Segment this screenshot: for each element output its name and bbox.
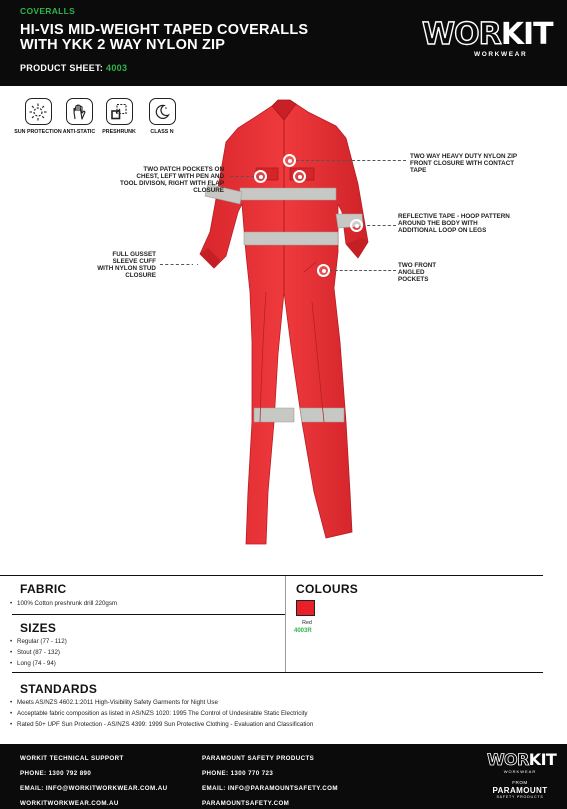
colour-name: Red [302, 620, 312, 626]
footer-heading: PARAMOUNT SAFETY PRODUCTS [202, 755, 315, 762]
divider-top [0, 575, 543, 576]
footer-paramount-contact [202, 755, 338, 809]
hotspot-zip[interactable] [283, 154, 296, 167]
colours-title: COLOURS [296, 582, 359, 596]
logo-sub: WORKWEAR [474, 51, 528, 58]
leader-front-pocket [330, 270, 396, 271]
hand-icon [66, 98, 93, 125]
sizes-list [10, 637, 67, 669]
footer-logo-from: FROM [512, 780, 528, 785]
footer [0, 744, 567, 809]
paramount-logo-sub: SAFETY PRODUCTS [496, 795, 544, 799]
footer-logo [487, 750, 557, 804]
leader-tape [362, 225, 396, 226]
footer-phone: PHONE: 1300 770 723 [202, 770, 274, 777]
category-label: COVERALLS [20, 6, 76, 16]
sun-icon [25, 98, 52, 125]
colour-swatch-red[interactable] [296, 600, 315, 616]
hotspot-cuff[interactable] [193, 258, 206, 271]
size-item: • Regular (77 - 112) [10, 637, 67, 648]
product-sheet-label [20, 63, 127, 73]
divider-standards [12, 672, 543, 673]
product-title [20, 23, 390, 53]
footer-logo-kit: KIT [528, 750, 557, 769]
footer-email[interactable]: EMAIL: INFO@WORKITWORKWEAR.COM.AU [20, 785, 168, 792]
paramount-logo: PARAMOUNT [492, 786, 548, 795]
divider-vertical [285, 576, 286, 672]
callout-zip: TWO WAY HEAVY DUTY NYLON ZIP FRONT CLOSURE WITH CONTACT TAPE [410, 153, 517, 174]
feature-label: ANTI-STATIC [62, 129, 96, 135]
footer-website[interactable]: WORKITWORKWEAR.COM.AU [20, 800, 119, 807]
preshrunk-icon [106, 98, 133, 125]
footer-email[interactable]: EMAIL: INFO@PARAMOUNTSAFETY.COM [202, 785, 338, 792]
sheet-label: PRODUCT SHEET: [20, 63, 104, 73]
sheet-code: 4003 [106, 63, 128, 73]
size-item: • Long (74 - 94) [10, 659, 67, 670]
logo-wor: WOR [422, 17, 501, 52]
feature-class-n [137, 98, 187, 136]
standards-list [10, 698, 313, 730]
divider-sizes [12, 614, 285, 615]
coverall-image [186, 92, 378, 562]
hotspot-chest-left[interactable] [254, 170, 267, 183]
feature-label: CLASS N [150, 129, 174, 135]
sizes-title: SIZES [20, 621, 57, 635]
footer-logo-wor: WOR [487, 750, 529, 769]
standards-title: STANDARDS [20, 682, 98, 696]
hotspot-tape[interactable] [350, 219, 363, 232]
logo-kit: KIT [500, 17, 553, 52]
callout-chest-pockets: TWO PATCH POCKETS ON CHEST, LEFT WITH PEN AND TOOL DIVISON, RIGHT WITH FLAP CLOSURE [120, 166, 225, 194]
callout-front-pockets: TWO FRONT ANGLED POCKETS [398, 262, 437, 283]
footer-phone: PHONE: 1300 792 890 [20, 770, 92, 777]
standard-item: • Acceptable fabric composition as listed in AS/NZS 1020: 1995 The Control of Undesirable Static Electricity [10, 709, 313, 720]
footer-heading: WORKIT TECHNICAL SUPPORT [20, 755, 124, 762]
standard-item: • Meets AS/NZS 4602.1:2011 High-Visibility Safety Garments for Night Use [10, 698, 313, 709]
title-line-1: HI-VIS MID-WEIGHT TAPED COVERALLS [20, 22, 309, 38]
colour-code: 4003R [294, 628, 312, 634]
fabric-item: • 100% Cotton preshrunk drill 220gsm [10, 599, 117, 610]
feature-label: PRESHRUNK [102, 129, 136, 135]
hotspot-front-pocket[interactable] [317, 264, 330, 277]
header-banner [0, 0, 567, 86]
callout-tape: REFLECTIVE TAPE - HOOP PATTERN AROUND THE BODY WITH ADDITIONAL LOOP ON LEGS [398, 213, 510, 234]
title-line-2: WITH YKK 2 WAY NYLON ZIP [20, 37, 226, 53]
standard-item: • Rated 50+ UPF Sun Protection - AS/NZS 4399: 1999 Sun Protective Clothing - Evaluation and Classification [10, 720, 313, 731]
footer-workit-contact [20, 755, 167, 809]
feature-label: SUN PROTECTION [14, 129, 62, 135]
hotspot-chest-right[interactable] [293, 170, 306, 183]
size-item: • Stout (87 - 132) [10, 648, 67, 659]
workit-logo [422, 17, 553, 62]
fabric-list [10, 599, 117, 610]
leader-zip [296, 160, 406, 161]
callout-sleeve-cuff: FULL GUSSET SLEEVE CUFF WITH NYLON STUD CLOSURE [97, 251, 156, 279]
footer-logo-sub: WORKWEAR [503, 769, 537, 774]
fabric-title: FABRIC [20, 582, 67, 596]
moon-icon [149, 98, 176, 125]
footer-website[interactable]: PARAMOUNTSAFETY.COM [202, 800, 290, 807]
